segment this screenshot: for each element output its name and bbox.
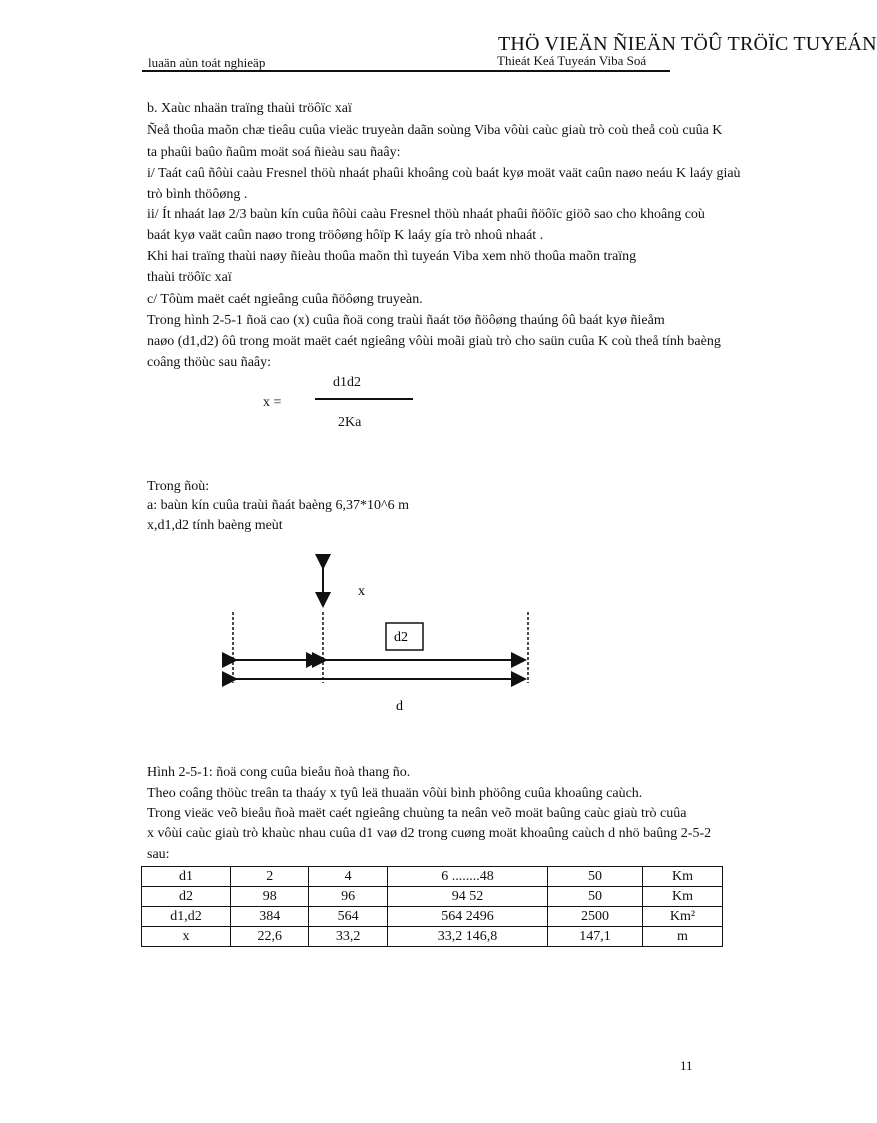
formula-lhs: x = (263, 395, 282, 410)
table-cell: 4 (309, 867, 387, 887)
table-cell: 50 (548, 867, 643, 887)
table-cell: 384 (231, 907, 309, 927)
row-label: x (142, 927, 231, 947)
table-row (142, 907, 723, 927)
body-line: sau: (147, 847, 170, 862)
body-line: x vôùi caùc giaù trò khaùc nhau cuûa d1 vaø d2 trong cuøng moät khoaûng caùch d nhö baûng 2-5-2 (147, 826, 712, 841)
header-left: luaän aùn toát nghieäp (148, 55, 266, 70)
body-line: Theo coâng thöùc treân ta thaáy x tyû leä thuaän vôùi bình phöông cuûa khoaûng caùch. (147, 786, 643, 801)
table-cell: 2500 (548, 907, 643, 927)
table-row (142, 927, 723, 947)
row-label: d1 (142, 867, 231, 887)
heading-c: c/ Tôùm maët caét ngieâng cuûa ñöôøng truyeàn. (147, 292, 423, 307)
table-cell: 50 (548, 887, 643, 907)
row-label: d1,d2 (142, 907, 231, 927)
brand-title: THÖ VIEÄN ÑIEÄN TÖÛ TRÖÏC TUYEÁN (498, 33, 877, 55)
heading-b: b. Xaùc nhaän traïng thaùi tröôïc xaï (147, 101, 352, 116)
page-number: 11 (680, 1058, 693, 1073)
table-cell: Km (642, 867, 722, 887)
caption: Hình 2-5-1: ñoä cong cuûa bieåu ñoà thang ño. (147, 765, 411, 780)
body-line: trò bình thöôøng . (147, 187, 248, 202)
table-cell: 6 ........48 (387, 867, 547, 887)
body-line: ta phaûi baûo ñaûm moät soá ñieàu sau ñaây: (147, 145, 401, 160)
body-line: i/ Taát caû ñôùi caàu Fresnel thöù nhaát phaûi khoâng coù baát kyø moät vaät caûn naøo neáu K laáy giaù (147, 166, 741, 181)
where-line: a: baùn kín cuûa traùi ñaát baèng 6,37*10^6 m (147, 498, 409, 513)
x-label: x (358, 584, 365, 599)
table-cell: 94 52 (387, 887, 547, 907)
where-line: x,d1,d2 tính baèng meùt (147, 518, 283, 533)
table-row (142, 867, 723, 887)
table-cell: 96 (309, 887, 387, 907)
table-cell: 22,6 (231, 927, 309, 947)
body-line: naøo (d1,d2) ôû trong moät maët caét ngieâng vôùi moãi giaù trò cho saün cuûa K coù theå tính baèng (147, 334, 721, 349)
header-right: Thieát Keá Tuyeán Viba Soá (497, 53, 647, 68)
table-cell: 33,2 146,8 (387, 927, 547, 947)
table-cell: Km² (642, 907, 722, 927)
formula-denominator: 2Ka (338, 415, 362, 430)
row-label: d2 (142, 887, 231, 907)
table-cell: 98 (231, 887, 309, 907)
body-line: baát kyø vaät caûn naøo trong tröôøng hôïp K laáy gía trò nhoû nhaát . (147, 228, 544, 243)
table-row (142, 887, 723, 907)
d2-label: d2 (394, 630, 408, 645)
body-line: Trong vieäc veõ bieåu ñoà maët caét ngieâng chuùng ta neân veõ moät baûng caùc giaù trò cuûa (147, 806, 687, 821)
body-line: thaùi tröôïc xaï (147, 270, 232, 285)
table-cell: Km (642, 887, 722, 907)
body-line: coâng thöùc sau ñaây: (147, 355, 272, 370)
formula-numerator: d1d2 (333, 375, 361, 390)
body-line: Trong hình 2-5-1 ñoä cao (x) cuûa ñoä cong traùi ñaát töø ñöôøng thaúng ôû baát kyø ñieåm (147, 313, 665, 328)
table-cell: 2 (231, 867, 309, 887)
values-table (141, 866, 723, 947)
table-cell: m (642, 927, 722, 947)
body-line: Ñeå thoûa maõn chæ tieâu cuûa vieäc truyeàn daãn soùng Viba vôùi caùc giaù trò coù theå coù cuûa K (147, 123, 723, 138)
where-line: Trong ñoù: (147, 479, 210, 494)
table-cell: 33,2 (309, 927, 387, 947)
table-cell: 564 2496 (387, 907, 547, 927)
d-label: d (396, 699, 403, 714)
body-line: Khi hai traïng thaùi naøy ñieàu thoûa maõn thì tuyeán Viba xem nhö thoûa maõn traïng (147, 249, 637, 264)
body-line: ii/ Ít nhaát laø 2/3 baùn kín cuûa ñôùi caàu Fresnel thöù nhaát phaûi ñöôïc giöõ sao cho khoâng coù (147, 207, 705, 222)
table-cell: 147,1 (548, 927, 643, 947)
table-cell: 564 (309, 907, 387, 927)
